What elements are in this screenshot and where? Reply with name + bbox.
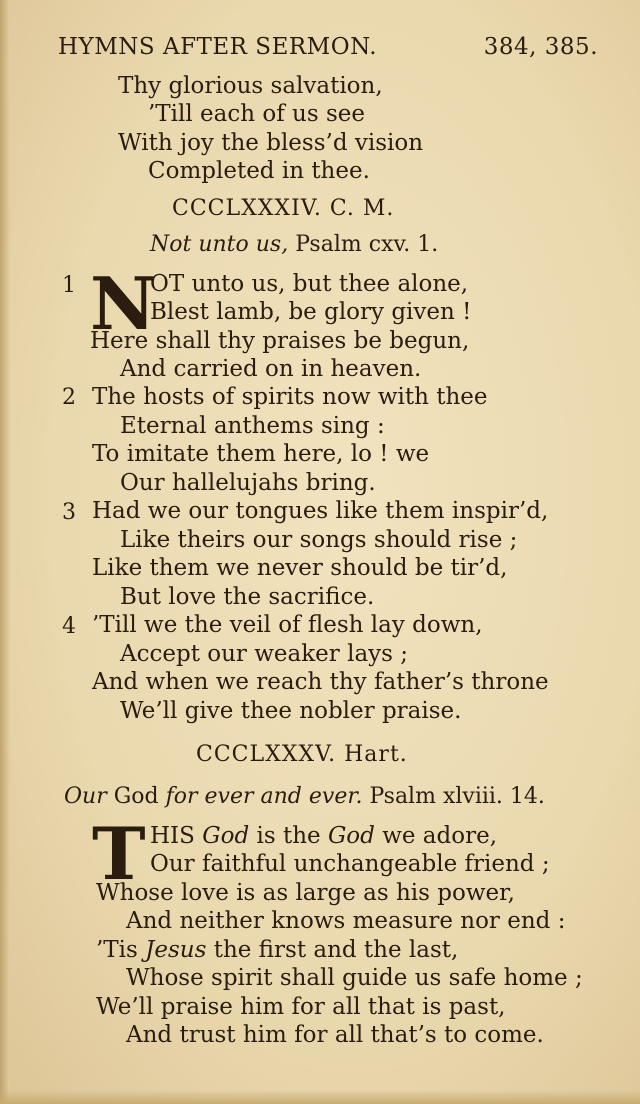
verse-line: Our hallelujahs bring. (120, 470, 376, 496)
verse-line: Eternal anthems sing : (120, 413, 385, 439)
verse-line (126, 907, 565, 935)
hymn-subtitle (150, 232, 438, 257)
hymn-title: CCCLXXXIV. C. M. (172, 196, 395, 221)
stanza-line: With joy the bless’d vision (118, 130, 424, 156)
running-header (58, 34, 598, 68)
running-title: HYMNS AFTER SERMON. (58, 34, 378, 60)
verse-line (96, 993, 506, 1021)
verse-line: Blest lamb, be glory given ! (150, 299, 472, 325)
subtitle-god: God (113, 784, 159, 809)
italic-word: God (327, 823, 375, 849)
page-bottom-edge (0, 1090, 640, 1104)
verse-line (126, 964, 583, 992)
page-numbers: 384, 385. (483, 34, 598, 60)
verse-line (126, 1021, 544, 1049)
verse-line: Like them we never should be tir’d, (92, 555, 508, 581)
page-spine-shadow (0, 0, 10, 1104)
text-run: We’ll praise him for all that is past, (96, 994, 506, 1020)
text-run: HIS (150, 823, 203, 849)
verse-line: The hosts of spirits now with thee (92, 384, 488, 410)
verse-number: 3 (62, 500, 76, 525)
hymn-subtitle (64, 784, 545, 809)
italic-word: Jesus (145, 937, 207, 963)
text-run: And trust him for all that’s to come. (126, 1022, 544, 1048)
stanza-line: Completed in thee. (148, 158, 370, 184)
verse-line: Here shall thy praises be begun, (90, 328, 470, 354)
verse-number: 1 (62, 273, 76, 298)
stanza-line: Thy glorious salvation, (118, 73, 383, 99)
text-run: ’Tis (96, 937, 146, 963)
verse-line (150, 822, 497, 850)
verse-line (96, 936, 458, 964)
subtitle-italic: Not unto us, (150, 232, 289, 257)
verse-line: Accept our weaker lays ; (120, 641, 409, 667)
verse-line: ’Till we the veil of flesh lay down, (92, 612, 483, 638)
verse-line: And when we reach thy father’s throne (92, 669, 549, 695)
subtitle-reference: Psalm cxv. 1. (295, 232, 439, 257)
subtitle-italic: for ever and ever. (165, 784, 363, 809)
verse-line (150, 850, 550, 878)
verse-number: 4 (62, 614, 76, 639)
verse-line: We’ll give thee nobler praise. (120, 698, 462, 724)
text-run: Whose spirit shall guide us safe home ; (126, 965, 583, 991)
drop-cap: N (90, 261, 156, 346)
text-run: And neither knows measure nor end : (126, 908, 566, 934)
verse-line (96, 879, 515, 907)
verse-number: 2 (62, 385, 76, 410)
verse-line: To imitate them here, lo ! we (92, 441, 430, 467)
verse-line: Had we our tongues like them inspir’d, (92, 498, 549, 524)
text-run: is the (249, 823, 328, 849)
subtitle-italic: Our (64, 784, 107, 809)
hymn-title: CCCLXXXV. Hart. (196, 742, 408, 767)
stanza-line: ’Till each of us see (148, 101, 365, 127)
verse-line: OT unto us, but thee alone, (150, 271, 469, 297)
text-run: the first and the last, (206, 937, 459, 963)
text-run: Whose love is as large as his power, (96, 880, 515, 906)
verse-line: And carried on in heaven. (120, 356, 422, 382)
text-run: Our faithful unchangeable friend ; (150, 851, 550, 877)
drop-cap: T (92, 811, 146, 896)
verse-line: Like theirs our songs should rise ; (120, 527, 518, 553)
subtitle-reference: Psalm xlviii. 14. (369, 784, 545, 809)
italic-word: God (202, 823, 250, 849)
text-run: we adore, (374, 823, 498, 849)
verse-line: But love the sacrifice. (120, 584, 375, 610)
